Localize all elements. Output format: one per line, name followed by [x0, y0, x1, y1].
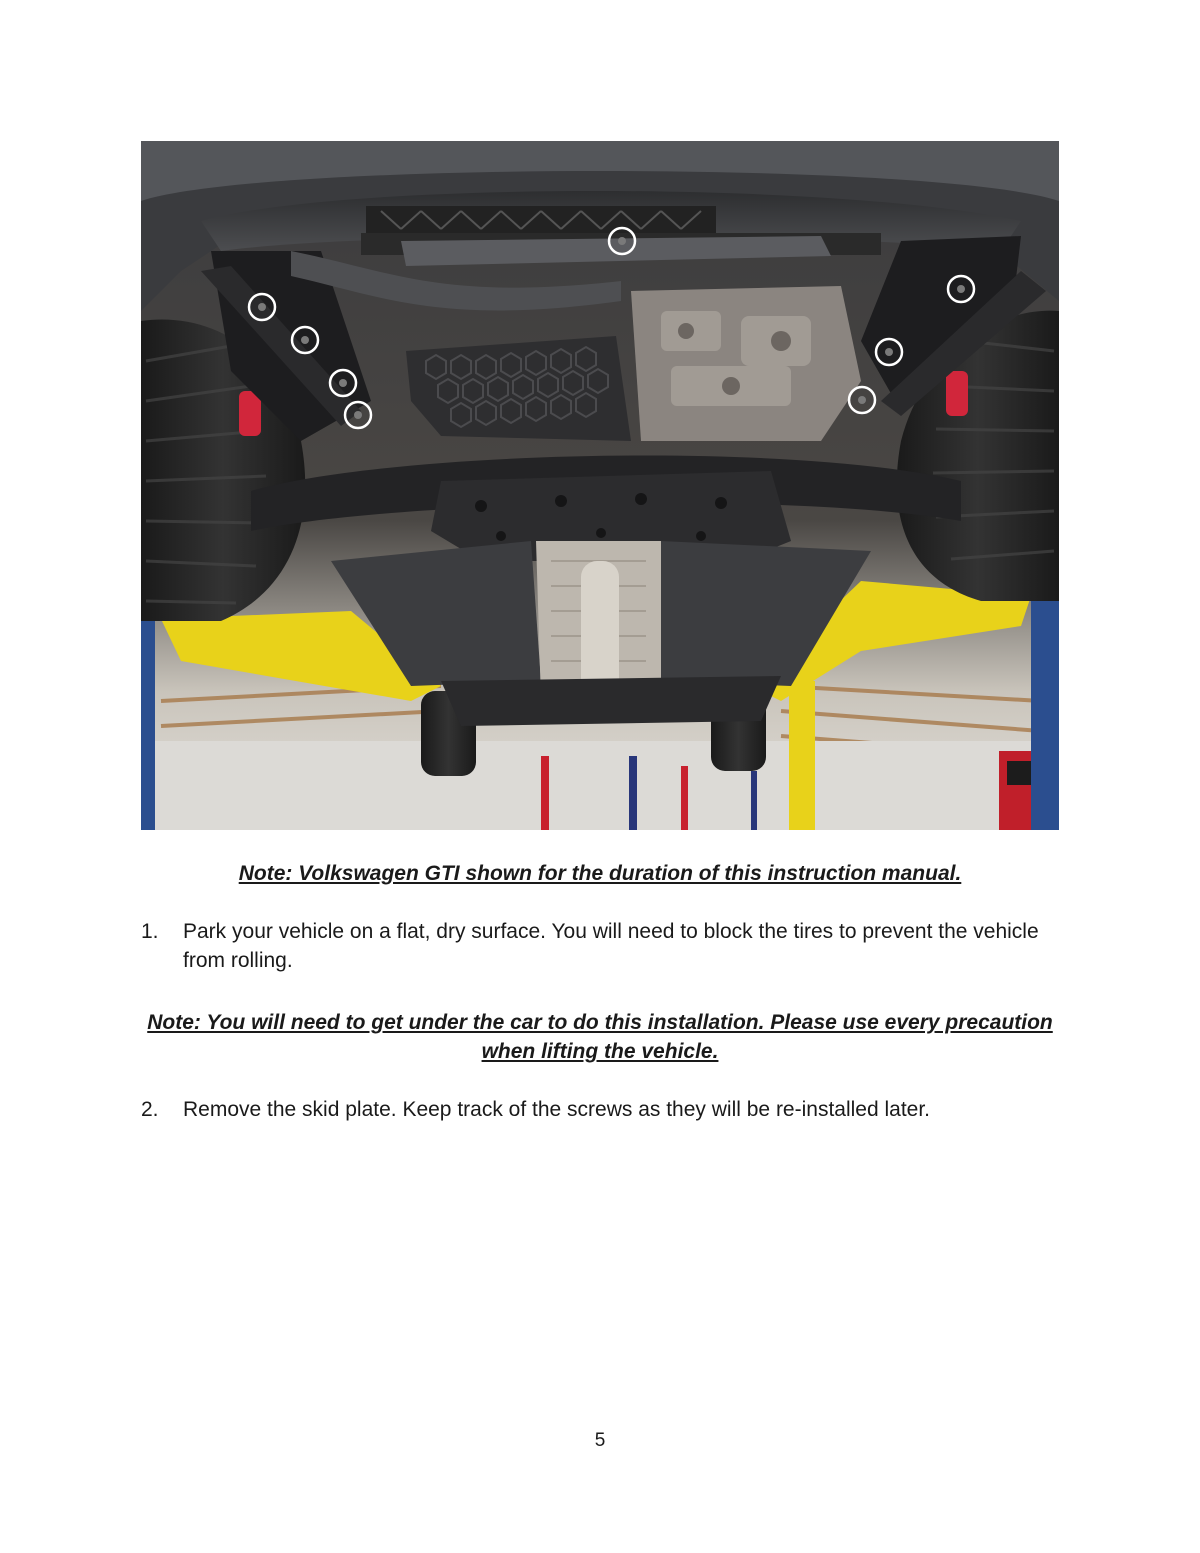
page-number: 5	[594, 1430, 606, 1451]
step-text: Park your vehicle on a flat, dry surface. You will need to block the tires to prevent the vehicle from rolling.	[183, 920, 1039, 972]
vehicle-underside-photo	[141, 141, 1059, 830]
note-safety-precaution: Note: You will need to get under the car to do this installation. Please use every precaution when lifting the vehicle.	[147, 1011, 1053, 1063]
step-text: Remove the skid plate. Keep track of the screws as they will be re-installed later.	[183, 1098, 931, 1121]
instruction-step	[141, 917, 1059, 975]
vehicle-underside-illustration	[141, 141, 1059, 830]
step-number: 1.	[141, 920, 159, 943]
note-vehicle-shown: Note: Volkswagen GTI shown for the duration of this instruction manual.	[238, 862, 962, 885]
instruction-step	[141, 1095, 1059, 1124]
step-number: 2.	[141, 1098, 159, 1121]
